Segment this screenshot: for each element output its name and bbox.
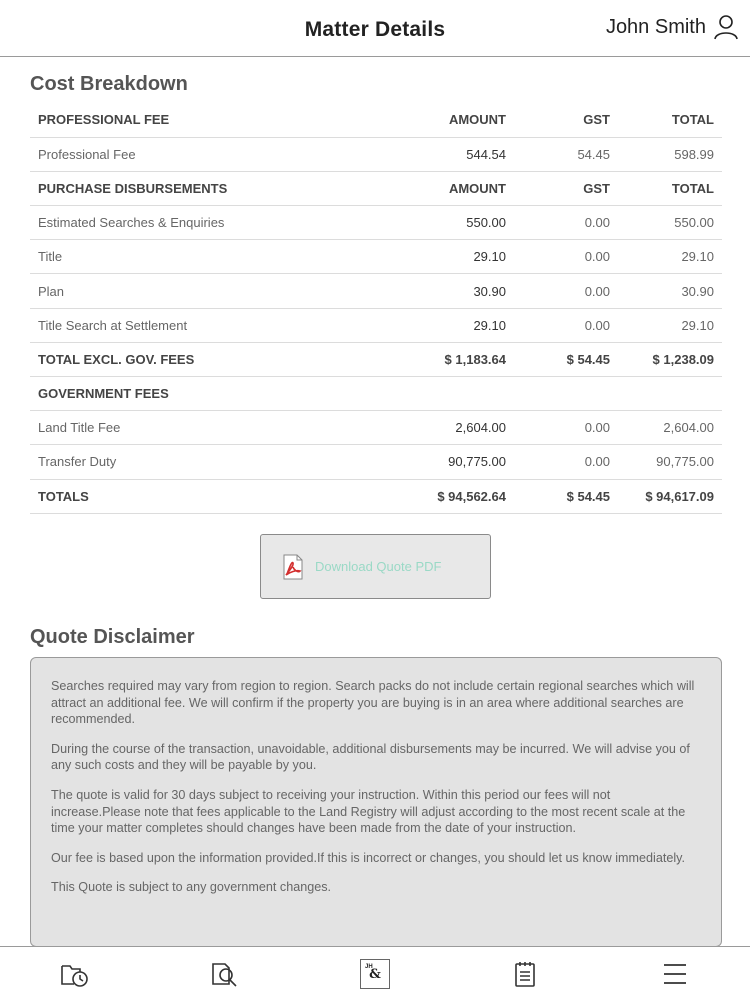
cost-label-cell: TOTAL EXCL. GOV. FEES — [30, 342, 414, 376]
matter-timeline-icon — [60, 960, 90, 988]
cost-label-cell: PURCHASE DISBURSEMENTS — [30, 171, 414, 205]
cost-row — [30, 308, 722, 342]
cost-amount-cell: $ 1,183.64 — [414, 342, 514, 376]
firm-logo-icon — [360, 959, 390, 989]
cost-total-cell: 550.00 — [618, 206, 722, 240]
firm-logo-small-text: JH — [365, 964, 373, 970]
cost-amount-cell: 90,775.00 — [414, 445, 514, 479]
cost-total-cell: 30.90 — [618, 274, 722, 308]
cost-gst-cell: 0.00 — [514, 274, 618, 308]
checklist-icon — [513, 960, 537, 988]
download-quote-pdf-button[interactable] — [260, 534, 491, 599]
cost-label-cell: Professional Fee — [30, 137, 414, 171]
cost-total-cell: $ 1,238.09 — [618, 342, 722, 376]
cost-amount-cell: 550.00 — [414, 206, 514, 240]
quote-disclaimer-title: Quote Disclaimer — [30, 626, 195, 648]
cost-gst-cell: 0.00 — [514, 445, 618, 479]
cost-amount-cell: 29.10 — [414, 308, 514, 342]
cost-amount-cell: 30.90 — [414, 274, 514, 308]
cost-gst-cell: 0.00 — [514, 411, 618, 445]
cost-amount-cell: $ 94,562.64 — [414, 479, 514, 513]
firm-logo-text: & — [369, 966, 381, 982]
user-icon — [714, 14, 738, 40]
search-document-icon — [210, 960, 240, 988]
cost-label-cell: Estimated Searches & Enquiries — [30, 206, 414, 240]
cost-label-cell: Transfer Duty — [30, 445, 414, 479]
cost-gst-cell: 0.00 — [514, 240, 618, 274]
cost-breakdown-title: Cost Breakdown — [30, 73, 188, 95]
cost-row — [30, 240, 722, 274]
nav-search-documents[interactable] — [195, 947, 255, 1000]
cost-gst-cell: 54.45 — [514, 137, 618, 171]
cost-gst-cell: GST — [514, 103, 618, 137]
cost-row — [30, 206, 722, 240]
cost-total-row — [30, 479, 722, 513]
cost-gst-cell: 0.00 — [514, 206, 618, 240]
cost-label-cell: Land Title Fee — [30, 411, 414, 445]
nav-matter-timeline[interactable] — [45, 947, 105, 1000]
app-header — [0, 0, 750, 57]
pdf-file-icon — [281, 554, 305, 580]
cost-row — [30, 411, 722, 445]
download-quote-pdf-label: Download Quote PDF — [315, 559, 442, 574]
cost-label-cell: Plan — [30, 274, 414, 308]
cost-gst-cell: $ 54.45 — [514, 342, 618, 376]
bottom-navigation — [0, 946, 750, 1000]
cost-total-cell: 2,604.00 — [618, 411, 722, 445]
cost-row — [30, 445, 722, 479]
cost-amount-cell: 544.54 — [414, 137, 514, 171]
nav-menu[interactable] — [645, 947, 705, 1000]
quote-disclaimer-box — [30, 657, 722, 947]
cost-amount-cell: 2,604.00 — [414, 411, 514, 445]
cost-header-row — [30, 171, 722, 205]
cost-total-cell: 90,775.00 — [618, 445, 722, 479]
cost-row — [30, 274, 722, 308]
cost-label-cell: PROFESSIONAL FEE — [30, 103, 414, 137]
cost-breakdown-table — [30, 103, 722, 514]
cost-gst-cell — [514, 377, 618, 411]
cost-total-cell: 29.10 — [618, 308, 722, 342]
disclaimer-paragraph: During the course of the transaction, unavoidable, additional disbursements may be incurred. We will advise you of any such costs and they will be payable by you. — [51, 741, 690, 773]
cost-amount-cell — [414, 377, 514, 411]
cost-label-cell: TOTALS — [30, 479, 414, 513]
cost-total-cell: 29.10 — [618, 240, 722, 274]
disclaimer-paragraph: Our fee is based upon the information provided.If this is incorrect or changes, you should let us know immediately. — [51, 850, 685, 865]
cost-amount-cell: AMOUNT — [414, 103, 514, 137]
cost-label-cell: GOVERNMENT FEES — [30, 377, 414, 411]
nav-checklist[interactable] — [495, 947, 555, 1000]
cost-total-cell: 598.99 — [618, 137, 722, 171]
nav-firm-home[interactable] — [345, 947, 405, 1000]
cost-total-cell: TOTAL — [618, 171, 722, 205]
cost-header-row — [30, 103, 722, 137]
cost-total-cell: $ 94,617.09 — [618, 479, 722, 513]
cost-label-cell: Title Search at Settlement — [30, 308, 414, 342]
cost-amount-cell: AMOUNT — [414, 171, 514, 205]
cost-total-row — [30, 342, 722, 376]
cost-total-cell: TOTAL — [618, 103, 722, 137]
user-profile-button[interactable] — [606, 14, 738, 40]
disclaimer-paragraph: The quote is valid for 30 days subject to receiving your instruction. Within this period our fees will not increase.Please note that fees applicable to the Land Registry will adjust according to the most recent scale at the time your matter completes should changes have been made from the date of your instruction. — [51, 787, 686, 836]
disclaimer-paragraph: Searches required may vary from region to region. Search packs do not include certain regional searches which will attract an additional fee. We will confirm if the property you are buying is in an area where additional searches are recommended. — [51, 679, 695, 727]
page-title: Matter Details — [304, 18, 446, 41]
user-name: John Smith — [605, 15, 706, 38]
cost-total-cell — [618, 377, 722, 411]
cost-gst-cell: 0.00 — [514, 308, 618, 342]
cost-gst-cell: $ 54.45 — [514, 479, 618, 513]
cost-amount-cell: 29.10 — [414, 240, 514, 274]
menu-icon — [663, 963, 687, 985]
cost-gst-cell: GST — [514, 171, 618, 205]
disclaimer-paragraph: This Quote is subject to any government changes. — [51, 880, 332, 895]
cost-header-row — [30, 377, 722, 411]
cost-row — [30, 137, 722, 171]
cost-label-cell: Title — [30, 240, 414, 274]
